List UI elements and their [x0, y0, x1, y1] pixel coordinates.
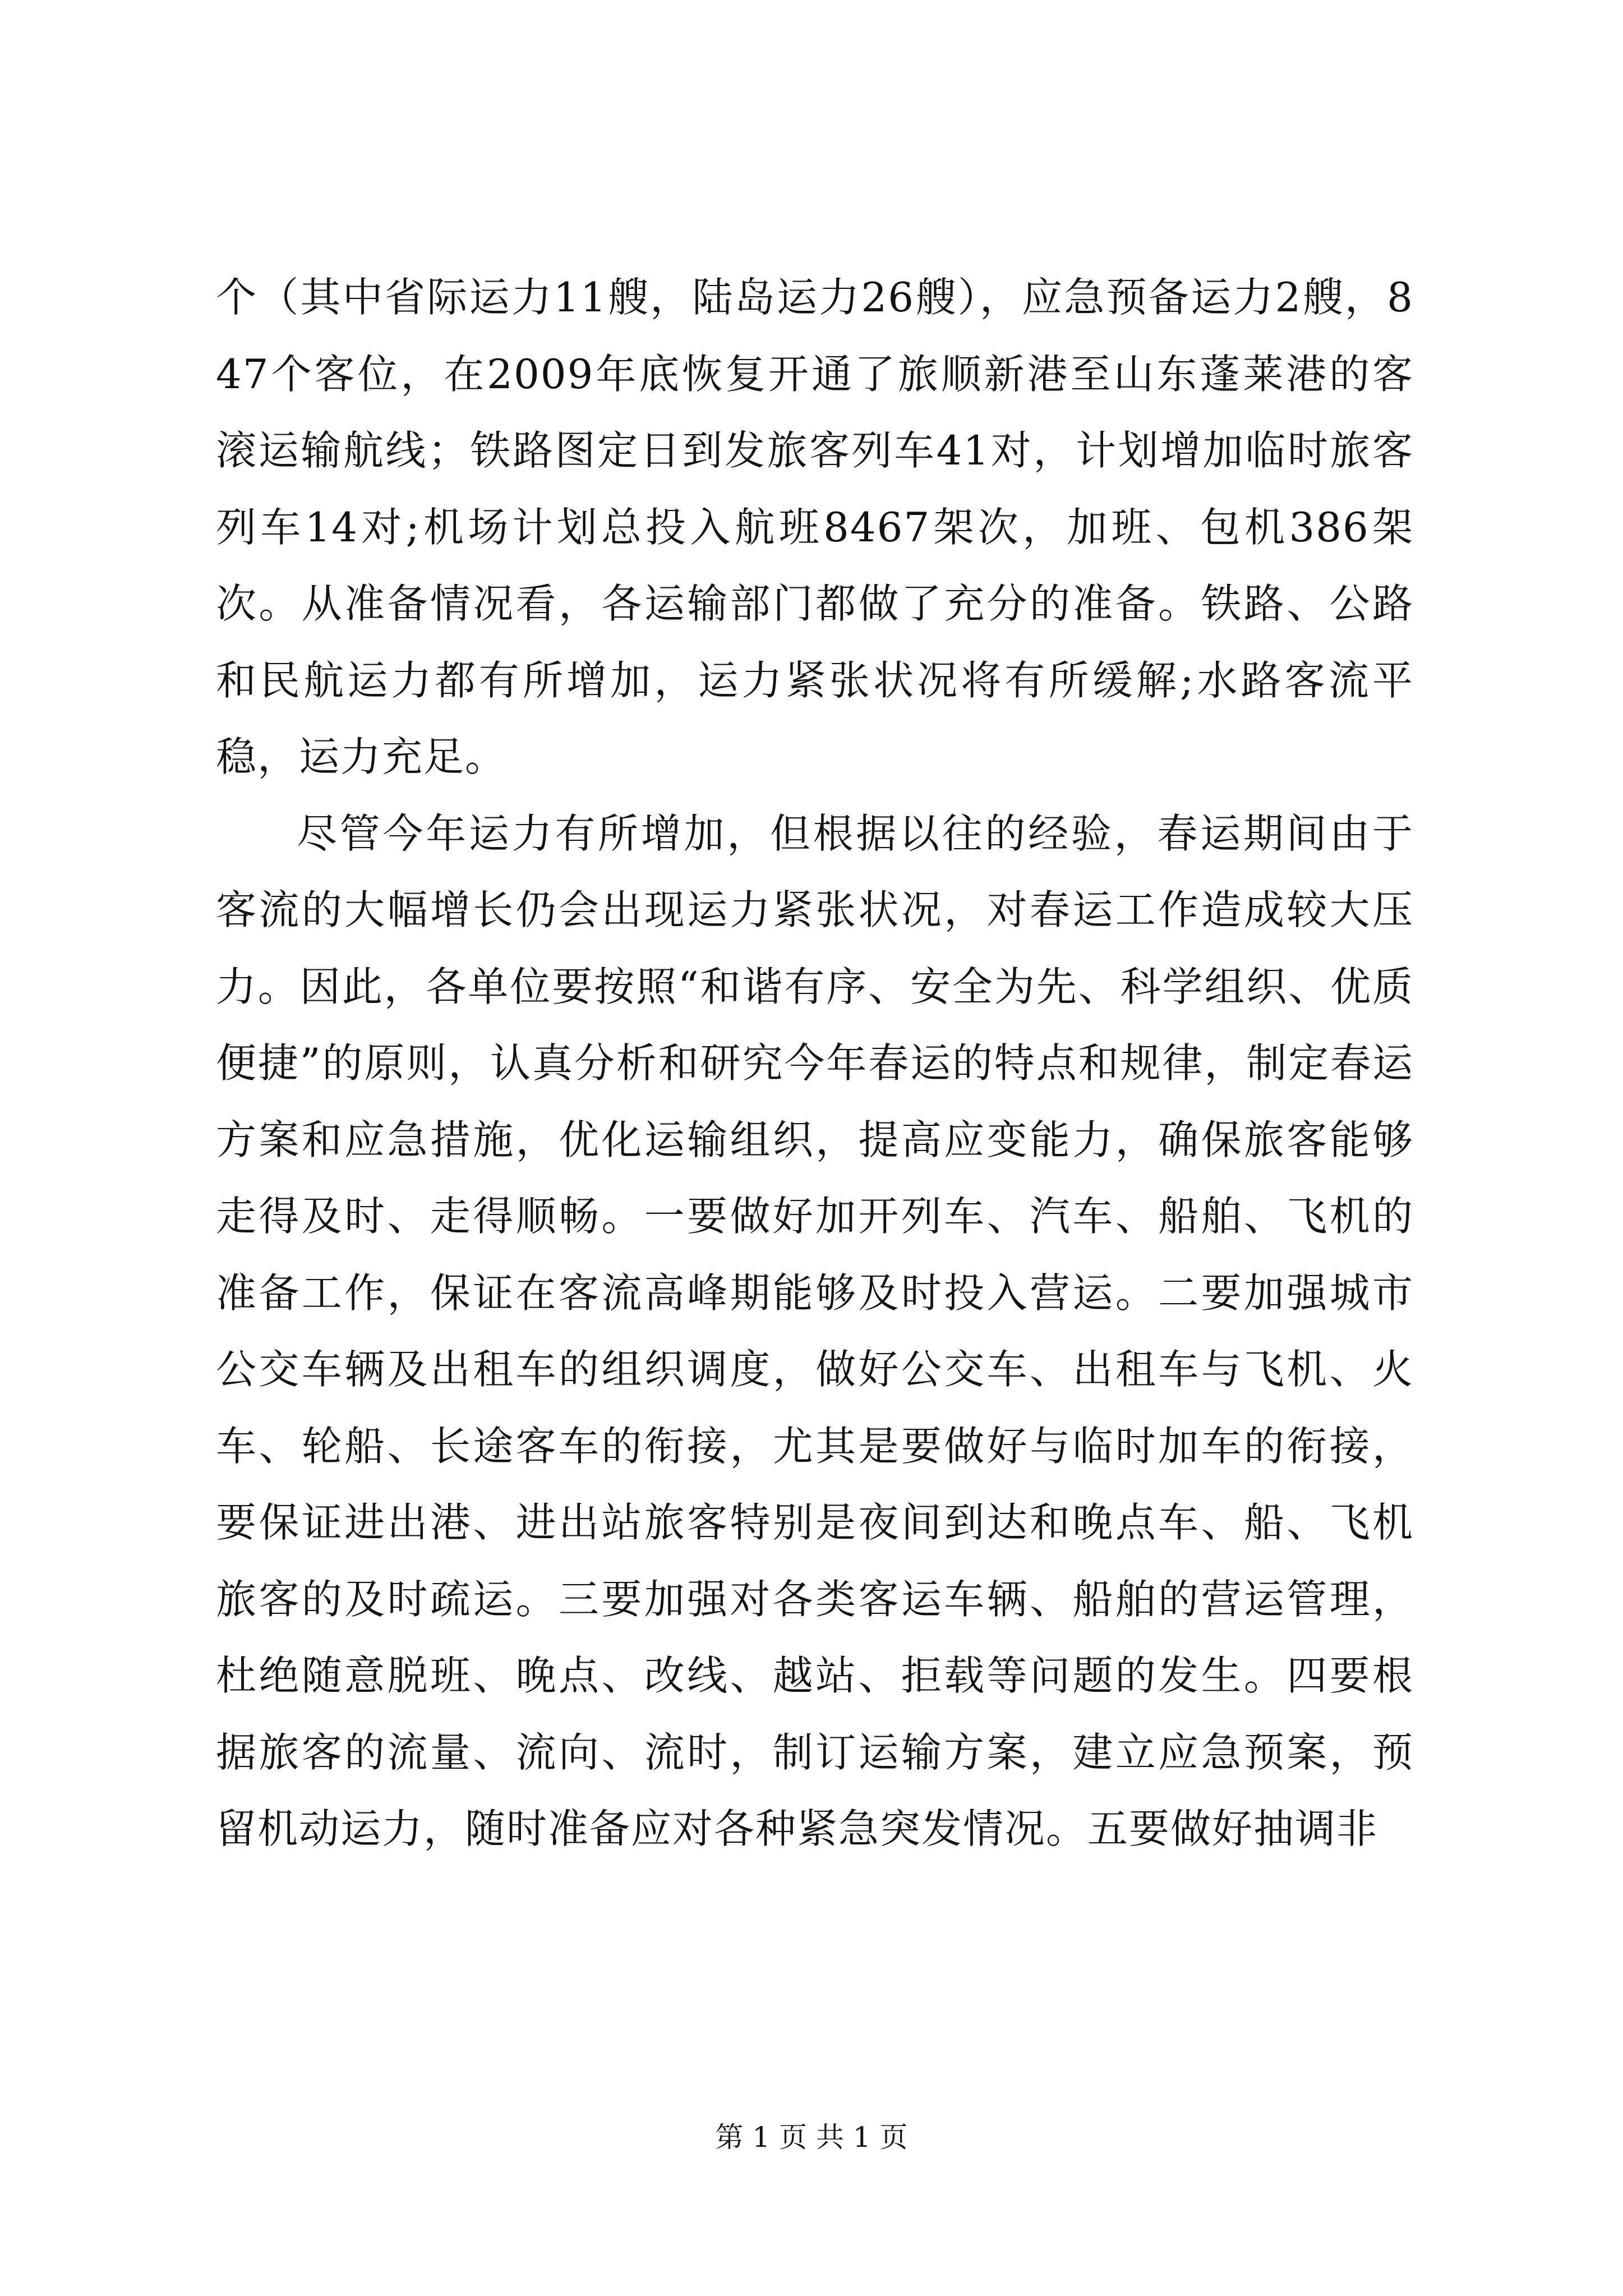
- paragraph-2: 尽管今年运力有所增加，但根据以往的经验，春运期间由于客流的大幅增长仍会出现运力紧张状况，对春运工作造成较大压力。因此，各单位要按照“和谐有序、安全为先、科学组织、优质便捷”的原则，认真分析和研究今年春运的特点和规律，制定春运方案和应急措施，优化运输组织，提高应变能力，确保旅客能够走得及时、走得顺畅。一要做好加开列车、汽车、船舶、飞机的准备工作，保证在客流高峰期能够及时投入营运。二要加强城市公交车辆及出租车的组织调度，做好公交车、出租车与飞机、火车、轮船、长途客车的衔接，尤其是要做好与临时加车的衔接，要保证进出港、进出站旅客特别是夜间到达和晚点车、船、飞机旅客的及时疏运。三要加强对各类客运车辆、船舶的营运管理，杜绝随意脱班、晚点、改线、越站、拒载等问题的发生。四要根据旅客的流量、流向、流时，制订运输方案，建立应急预案，预留机动运力，随时准备应对各种紧急突发情况。五要做好抽调非: [216, 809, 1414, 1852]
- paragraph-1: 个（其中省际运力11艘，陆岛运力26艘），应急预备运力2艘，847个客位，在2009年底恢复开通了旅顺新港至山东蓬莱港的客滚运输航线；铁路图定日到发旅客列车41对，计划增加临时旅客列车14对;机场计划总投入航班8467架次，加班、包机386架次。从准备情况看，各运输部门都做了充分的准备。铁路、公路和民航运力都有所增加，运力紧张状况将有所缓解;水路客流平稳，运力充足。: [216, 274, 1414, 780]
- page-footer: 第 1 页 共 1 页: [715, 2121, 908, 2154]
- document-body: [216, 259, 1414, 1867]
